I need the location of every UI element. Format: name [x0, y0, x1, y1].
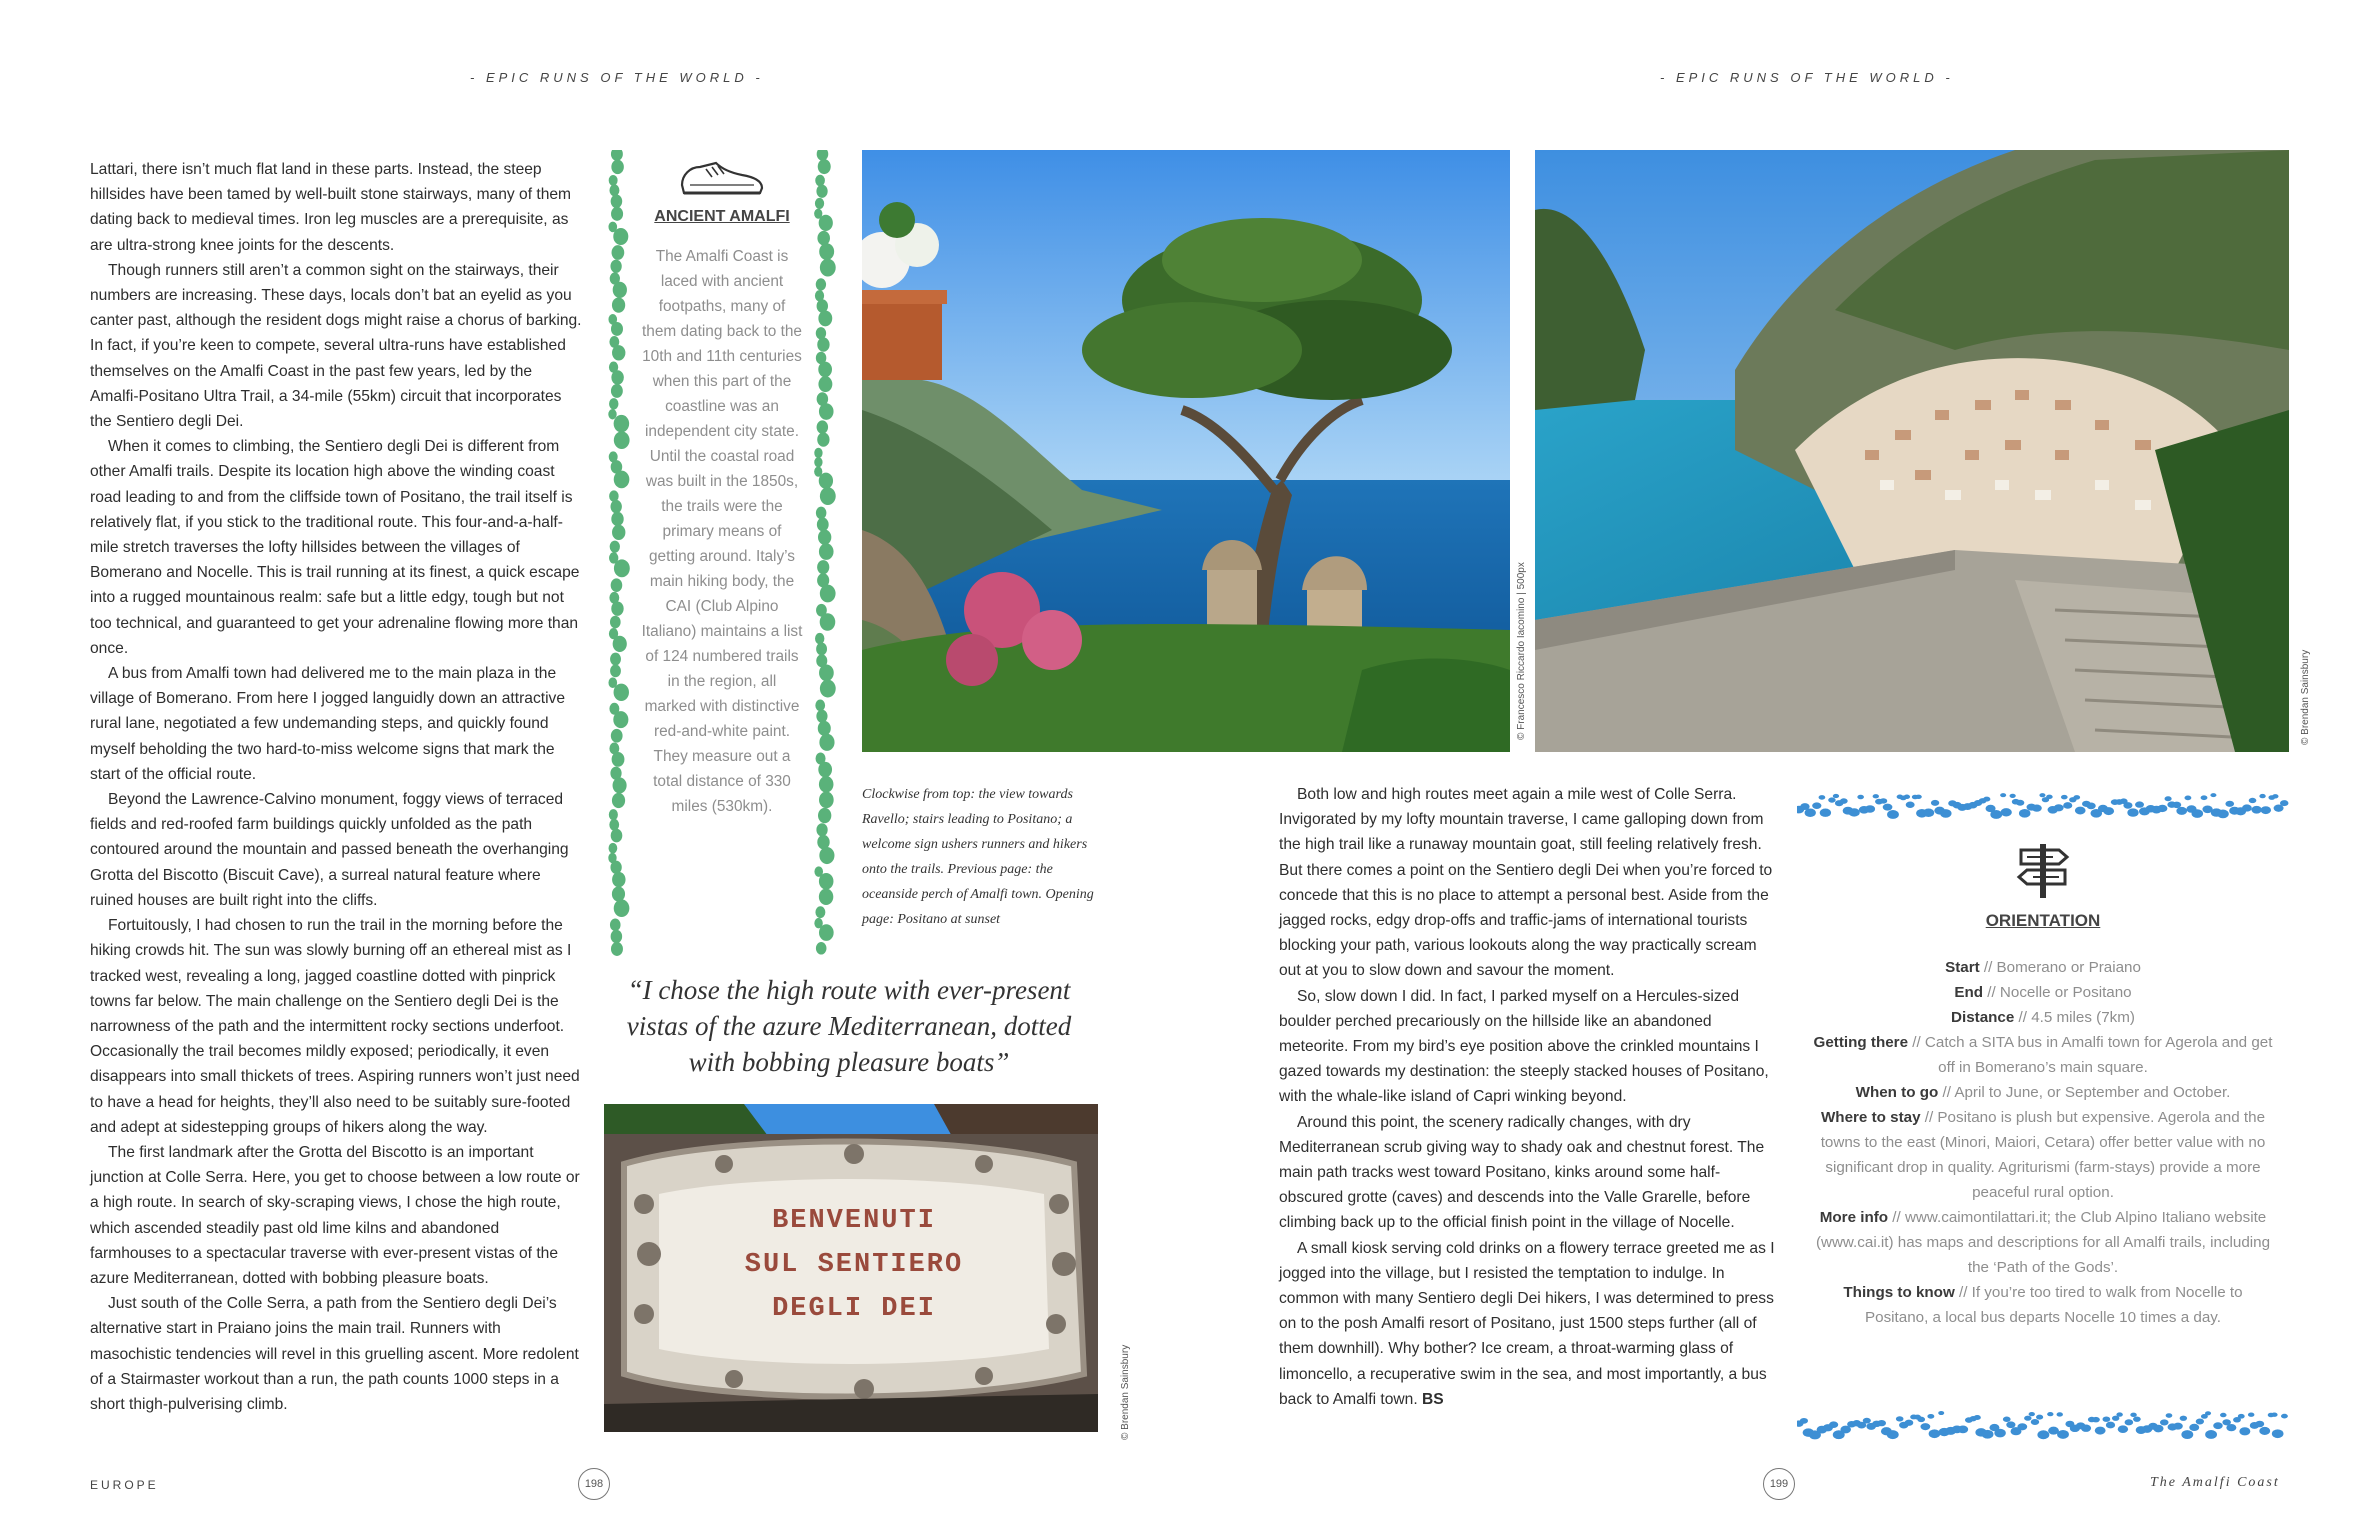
border-dot — [2242, 804, 2252, 811]
border-dot — [1994, 1429, 2005, 1438]
border-dot — [2047, 1412, 2053, 1416]
border-dot — [2057, 1412, 2063, 1416]
border-dot — [2166, 1413, 2173, 1418]
border-dot — [2063, 802, 2072, 809]
border-dot — [2024, 1416, 2031, 1421]
vine-leaf — [610, 653, 621, 666]
border-dot — [1877, 1420, 1886, 1426]
border-dot — [2201, 795, 2208, 800]
vine-leaf — [819, 473, 833, 489]
vine-leaf — [818, 376, 832, 392]
vine-leaf — [815, 633, 824, 644]
sign-line-1: BENVENUTI — [772, 1206, 936, 1236]
orientation-value: // Nocelle or Positano — [1983, 984, 2132, 1001]
dotted-border-top — [1797, 790, 2289, 820]
paragraph: When it comes to climbing, the Sentiero degli Dei is different from other Amalfi trails. Despite its location high above the winding coast road leading to and from the cliffside town of Positano, the trail itself is relatively flat, if you stick to the traditional route. This four-and-a-half-mile stretch traverses the lofty hillsides between the villages of Bomerano and Nocelle. This is trail running at its finest, a quick escape into a rugged mountainous realm: safe but a little edgy, tough but not too technical, and guaranteed to get your adrenaline flowing more than once. — [90, 438, 580, 657]
vine-leaf — [819, 847, 834, 864]
border-dot — [1915, 795, 1922, 799]
vine-leaf — [814, 457, 822, 467]
orientation-value: // Catch a SITA bus in Amalfi town for Agerola and get off in Bomerano’s main square. — [1908, 1034, 2273, 1076]
border-dot — [2172, 802, 2181, 808]
vine-leaf — [820, 585, 836, 603]
orientation-label: Where to stay — [1820, 1109, 1921, 1126]
vine-leaf — [610, 260, 621, 273]
border-dot — [2075, 807, 2086, 815]
vine-leaf — [815, 700, 825, 712]
border-dot — [2220, 1413, 2227, 1417]
border-dot — [2205, 1430, 2217, 1439]
orientation-box — [1810, 840, 2276, 1330]
border-dot — [1840, 798, 1848, 804]
orientation-item — [1810, 955, 2276, 980]
border-dot — [2019, 809, 2031, 818]
border-dot — [2272, 794, 2278, 798]
orientation-item — [1810, 1205, 2276, 1280]
running-head-right: - EPIC RUNS OF THE WORLD - — [1660, 70, 1954, 85]
paragraph: Fortuitously, I had chosen to run the trail in the morning before the hiking crowds hit. The sun was slowly burning off an ethereal mist as I tracked west, revealing a long, jagged coastline dotted with pinprick towns far below. The main challenge on the Sentiero degli Dei is the narrowness of the path and the intermittent rocky sections underfoot. Occasionally the trail becomes mildly exposed; periodically, it even disappears into small thickets of trees. Aspiring runners won’t just need to have a head for heights, they’ll also need to be suitably sure-footed and adept at sidestepping groups of hikers along the way. — [90, 917, 580, 1136]
border-dot — [2061, 795, 2068, 800]
vine-leaf — [815, 906, 825, 918]
vine-leaf — [613, 228, 628, 245]
page-number-right: 199 — [1763, 1468, 1795, 1500]
signpost-icon — [1810, 840, 2276, 905]
border-dot — [2239, 1427, 2250, 1435]
border-dot — [2106, 1422, 2115, 1429]
border-dot — [2116, 1412, 2122, 1416]
border-dot — [2001, 808, 2012, 816]
border-dot — [2180, 1416, 2187, 1421]
photo-ravello-view — [862, 150, 1510, 752]
border-dot — [1812, 802, 1821, 809]
orientation-list — [1810, 955, 2276, 1330]
border-dot — [2029, 1412, 2035, 1416]
border-dot — [2261, 806, 2272, 814]
paragraph: Around this point, the scenery radically changes, with dry Mediterranean scrub giving way to shady oak and chestnut forest. The main path tracks west toward Positano, kinks around some half-obscured grotte (caves) and descends into the Valle Grarelle, before climbing back up to the official finish point in the village of Nocelle. — [1279, 1113, 1765, 1232]
paragraph: Lattari, there isn’t much flat land in these parts. Instead, the steep hillsides have been tamed by well-built stone stairways, many of them dating back to medieval times. Iron leg muscles are a prerequisite, as are ultra-strong knee joints for the descents. — [90, 161, 572, 254]
border-dot — [2118, 1425, 2128, 1433]
vine-leaf — [614, 415, 630, 433]
orientation-label: Things to know — [1843, 1284, 1955, 1301]
border-dot — [2153, 1425, 2163, 1433]
vine-leaf — [817, 432, 829, 446]
vine-leaf — [614, 899, 630, 917]
vine-leaf — [611, 160, 623, 174]
border-dot — [2032, 804, 2042, 811]
border-dot — [1863, 1418, 1871, 1424]
vine-leaf — [817, 337, 829, 351]
border-dot — [2031, 1419, 2039, 1425]
orientation-value: // Bomerano or Praiano — [1979, 959, 2141, 976]
border-dot — [2213, 1422, 2222, 1429]
border-dot — [2210, 793, 2216, 797]
vine-leaf — [611, 942, 623, 956]
vine-leaf — [819, 215, 833, 231]
border-dot — [1849, 808, 1860, 816]
border-dot — [2173, 1423, 2183, 1430]
footer-chapter: The Amalfi Coast — [2150, 1475, 2280, 1490]
border-dot — [2217, 810, 2229, 819]
left-article-column — [90, 157, 584, 1417]
vine-leaf — [820, 680, 836, 698]
vine-leaf — [613, 711, 628, 728]
border-dot — [2176, 807, 2187, 815]
footer-section: EUROPE — [90, 1478, 159, 1492]
orientation-value: // Positano is plush but expensive. Agerola and the towns to the east (Minori, Maiori, Cetara) offer better value with no significant drop in quality. Agriturismi (farm-stays) provide a more peaceful rural option. — [1820, 1109, 2266, 1201]
orientation-item — [1810, 1030, 2276, 1080]
border-dot — [2057, 1430, 2069, 1439]
vine-leaf — [609, 184, 619, 196]
vine-leaf — [610, 541, 620, 553]
dotted-border-bottom — [1797, 1408, 2289, 1440]
vine-leaf — [818, 159, 831, 174]
vine-leaf — [814, 448, 822, 458]
border-dot — [2103, 1417, 2111, 1422]
vine-leaf — [819, 792, 834, 809]
border-dot — [2133, 1416, 2141, 1421]
border-dot — [2036, 1415, 2043, 1420]
photo-credit-ravello: © Francesco Riccardo Iacomino | 500px — [1516, 562, 1527, 740]
vine-border-left — [604, 150, 630, 960]
vine-leaf — [817, 560, 829, 574]
border-dot — [2272, 1429, 2284, 1438]
orientation-title: ORIENTATION — [1985, 911, 2101, 930]
paragraph: Though runners still aren’t a common sight on the stairways, their numbers are increasing. These days, locals don’t bat an eyelid as you canter past, although the resident dogs might raise a chorus of barking. In fact, if you’re keen to compete, several ultra-runs have established themselves on the Amalfi Coast in the past few years, led by the Amalfi-Positano Ultra Trail, a 34-mile (55km) circuit that incorporates the Sentiero degli Dei. — [90, 261, 582, 431]
border-dot — [2271, 1413, 2277, 1417]
border-dot — [2127, 808, 2138, 816]
border-dot — [2205, 1411, 2211, 1415]
vine-leaf — [614, 684, 629, 701]
border-dot — [2006, 1421, 2015, 1428]
border-dot — [1982, 1430, 1994, 1439]
vine-leaf — [611, 829, 623, 843]
border-dot — [2125, 1419, 2134, 1425]
vine-leaf — [816, 942, 827, 955]
paragraph: A bus from Amalfi town had delivered me to the main plaza in the village of Bomerano. From here I jogged languidly down an attractive rural lane, negotiated a few undemanding steps, and quickly found myself beholding the two hard-to-miss welcome signs that mark the start of the official route. — [90, 665, 566, 783]
border-dot — [2189, 1424, 2199, 1431]
border-dot — [1990, 810, 2002, 819]
right-article-column — [1279, 782, 1777, 1412]
vine-leaf — [611, 930, 623, 944]
border-dot — [1887, 1430, 1899, 1439]
border-dot — [1857, 795, 1864, 800]
vine-border-right — [810, 150, 836, 960]
vine-leaf — [816, 710, 827, 723]
vine-leaf — [614, 471, 630, 489]
border-dot — [1940, 809, 1952, 818]
vine-leaf — [819, 734, 834, 751]
border-dot — [1819, 795, 1826, 800]
vine-leaf — [611, 207, 623, 221]
orientation-item — [1810, 1005, 2276, 1030]
vine-leaf — [611, 384, 623, 398]
border-dot — [1958, 1426, 1968, 1434]
border-dot — [1800, 1418, 1808, 1424]
vine-leaf — [611, 729, 623, 743]
border-dot — [2092, 1417, 2100, 1423]
vine-leaf — [612, 245, 625, 260]
border-dot — [1879, 798, 1887, 803]
vine-leaf — [612, 886, 625, 901]
vine-leaf — [614, 431, 630, 449]
orientation-item — [1810, 980, 2276, 1005]
photo-caption: Clockwise from top: the view towards Ravello; stairs leading to Positano; a welcome sign ushers runners and hikers onto the trails. Previous page: the oceanside perch of Amalfi town. Opening page: Positano at sunset — [862, 787, 1094, 927]
border-dot — [1887, 810, 1899, 819]
sign-text — [659, 1199, 1049, 1331]
orientation-value: // April to June, or September and October. — [1938, 1084, 2231, 1101]
border-dot — [1883, 804, 1893, 811]
border-dot — [2165, 796, 2172, 801]
paragraph: So, slow down I did. In fact, I parked myself on a Hercules-sized boulder perched precariously on the hillside like an abandoned meteorite. From my bird’s eye position above the crinkled mountains I gazed towards my destination: the steeply stacked houses of Positano, with the whale-like island of Capri winking beyond. — [1279, 987, 1769, 1106]
vine-leaf — [816, 278, 826, 290]
vine-leaf — [611, 500, 622, 513]
border-dot — [2259, 1427, 2270, 1435]
border-dot — [2248, 1413, 2254, 1417]
orientation-value: // www.caimontilattari.it; the Club Alpino Italiano website (www.cai.it) has maps and descriptions for all Amalfi trails, including the ‘Path of the Gods’. — [1815, 1209, 2271, 1276]
vine-leaf — [815, 175, 825, 187]
vine-leaf — [612, 872, 625, 887]
vine-leaf — [818, 721, 831, 736]
vine-leaf — [613, 282, 627, 298]
border-dot — [2281, 1414, 2288, 1419]
vine-leaf — [817, 518, 829, 532]
vine-leaf — [819, 243, 834, 260]
border-dot — [2135, 801, 2144, 807]
running-head-left: - EPIC RUNS OF THE WORLD - — [470, 70, 764, 85]
sidebar-ancient-amalfi — [640, 155, 804, 819]
vine-leaf — [609, 398, 618, 409]
border-dot — [2259, 794, 2265, 798]
border-dot — [2249, 798, 2257, 803]
border-dot — [1938, 1411, 1944, 1415]
border-dot — [2046, 795, 2053, 799]
vine-leaf — [609, 175, 618, 186]
border-dot — [1927, 1414, 1934, 1419]
vine-leaf — [611, 512, 623, 526]
border-dot — [2103, 807, 2114, 815]
border-dot — [2130, 1413, 2136, 1417]
vine-leaf — [610, 664, 621, 677]
orientation-label: When to go — [1855, 1084, 1939, 1101]
vine-leaf — [612, 345, 625, 360]
orientation-item — [1810, 1280, 2276, 1330]
orientation-value: // If you’re too tired to walk from Nocelle to Positano, a local bus departs Nocelle 10 times a day. — [1865, 1284, 2243, 1326]
border-dot — [2192, 809, 2204, 818]
border-dot — [1905, 1420, 1914, 1426]
border-dot — [2054, 804, 2064, 811]
paragraph: Just south of the Colle Serra, a path from the Sentiero degli Dei’s alternative start in Praiano joins the main trail. Runners with masochistic tendencies will revel in this gruelling ascent. More redolent of a Stairmaster workout than a run, the path counts 1000 steps in a short thigh-pulverising climb. — [90, 1295, 579, 1413]
vine-leaf — [612, 793, 625, 808]
sign-line-3: DEGLI DEI — [772, 1294, 936, 1324]
border-dot — [2251, 806, 2261, 814]
border-dot — [1865, 805, 1875, 812]
orientation-item — [1810, 1105, 2276, 1205]
running-shoe-icon — [640, 155, 804, 204]
border-dot — [2157, 805, 2167, 812]
pull-quote: “I chose the high route with ever-present vistas of the azure Mediterranean, dotted with bobbing pleasure boats” — [626, 975, 1072, 1077]
photo-credit-positano: © Brendan Sainsbury — [2300, 649, 2311, 745]
vine-leaf — [611, 150, 623, 161]
vine-leaf — [819, 543, 834, 560]
border-dot — [2073, 795, 2080, 800]
border-dot — [1829, 1421, 1838, 1428]
vine-leaf — [610, 861, 621, 874]
paragraph: The first landmark after the Grotta del Biscotto is an important junction at Colle Serra. Here, you get to choose between a low route or a high route. In search of sky-scraping views, I chose the high route, which ascended steadily past old lime kilns and abandoned farmhouses to a spectacular traverse with ever-present vistas of the azure Mediterranean, dotted with bobbing pleasure boats. — [90, 1143, 580, 1287]
vine-leaf — [819, 776, 834, 793]
border-dot — [1904, 795, 1911, 799]
photo-credit-sign: © Brendan Sainsbury — [1120, 1344, 1131, 1440]
border-dot — [2017, 1423, 2027, 1430]
vine-leaf — [609, 843, 618, 854]
vine-leaf — [818, 530, 831, 545]
border-dot — [1974, 1415, 1981, 1420]
border-dot — [2095, 1427, 2106, 1435]
border-dot — [2226, 1424, 2236, 1431]
border-dot — [1805, 809, 1816, 817]
vine-leaf — [611, 601, 623, 615]
paragraph-text: A small kiosk serving cold drinks on a flowery terrace greeted me as I jogged into the village, but I resisted the temptation to indulge. In common with many Sentiero degli Dei hikers, I was determined to press on to the posh Amalfi resort of Positano, just 1500 steps further (all of them downhill). Why bother? Ice cream, a throat-warming glass of limoncello, a recuperative swim in the sea, and most importantly, a bus back to Amalfi town. — [1279, 1239, 1775, 1408]
border-dot — [2238, 1414, 2245, 1419]
border-dot — [2280, 800, 2288, 806]
border-dot — [1906, 802, 1915, 808]
vine-leaf — [819, 889, 833, 905]
vine-leaf — [820, 259, 836, 277]
border-dot — [2255, 1421, 2264, 1427]
border-dot — [1931, 800, 1939, 806]
vine-leaf — [818, 362, 832, 378]
vine-leaf — [614, 559, 630, 577]
vine-leaf — [609, 809, 618, 820]
vine-leaf — [609, 819, 619, 831]
author-byline: BS — [1422, 1390, 1444, 1408]
orientation-label: Getting there — [1813, 1034, 1909, 1051]
border-dot — [1896, 1416, 1904, 1421]
vine-leaf — [817, 420, 828, 433]
vine-leaf — [817, 150, 829, 161]
vine-leaf — [816, 185, 827, 198]
border-dot — [1923, 809, 1934, 817]
photo-positano-stairs — [1535, 150, 2289, 752]
vine-leaf — [608, 409, 616, 419]
border-dot — [2000, 793, 2006, 797]
border-dot — [2086, 803, 2095, 810]
vine-leaf — [818, 808, 831, 823]
border-dot — [1820, 809, 1831, 817]
border-dot — [1929, 1429, 1941, 1438]
vine-leaf — [816, 823, 827, 836]
vine-leaf — [613, 777, 627, 793]
border-dot — [1917, 1417, 1925, 1422]
photo-welcome-sign — [604, 1104, 1098, 1432]
vine-leaf — [819, 403, 834, 420]
border-dot — [2037, 1430, 2049, 1439]
vine-leaf — [611, 578, 623, 592]
vine-leaf — [820, 487, 836, 505]
vine-leaf — [817, 231, 830, 246]
vine-leaf — [611, 195, 623, 209]
border-dot — [2160, 1419, 2169, 1425]
vine-leaf — [818, 310, 832, 326]
sidebar-title: ANCIENT AMALFI — [654, 208, 790, 225]
vine-leaf — [612, 525, 625, 540]
vine-leaf — [612, 297, 625, 312]
vine-leaf — [815, 198, 824, 209]
vine-leaf — [611, 322, 623, 336]
border-dot — [2039, 793, 2045, 797]
vine-leaf — [819, 664, 834, 681]
sidebar-text: The Amalfi Coast is laced with ancient footpaths, many of them dating back to the 10th and 11th centuries when this part of the coastline was an independent city state. Until the coastal road was built in the 1850s, the trails were the primary means of getting around. Italy’s main hiking body, the CAI (Club Alpino Italiano) maintains a list of 124 numbered trails in the region, all marked with distinctive red-and-white paint. They measure out a total distance of 330 miles (530km). — [641, 248, 803, 815]
border-dot — [2184, 796, 2191, 801]
vine-leaf — [610, 616, 621, 629]
border-dot — [2181, 1430, 2193, 1439]
sign-line-2: SUL SENTIERO — [744, 1250, 964, 1280]
orientation-label: Distance — [1951, 1009, 2015, 1026]
border-dot — [2010, 794, 2016, 798]
vine-leaf — [816, 643, 827, 656]
paragraph: Both low and high routes meet again a mile west of Colle Serra. Invigorated by my lofty mountain traverse, I came galloping down from the high trail like a runaway mountain goat, still feeling relatively fresh. But there comes a point on the Sentiero degli Dei when you’re forced to concede that this is no place to attempt a personal best. Aside from the jagged rocks, edgy drop-offs and traffic-jams of international tourists blocking your path, various lookouts along the way practically scream out at you to slow down and savour the moment. — [1279, 786, 1773, 980]
orientation-label: End — [1954, 984, 1984, 1001]
page-number-left: 198 — [578, 1468, 610, 1500]
vine-leaf — [611, 370, 623, 384]
vine-leaf — [612, 752, 625, 767]
border-dot — [2081, 1424, 2091, 1431]
vine-leaf — [818, 762, 832, 778]
border-dot — [1983, 797, 1990, 802]
border-dot — [1828, 797, 1836, 802]
border-dot — [1833, 794, 1839, 798]
orientation-label: More info — [1819, 1209, 1889, 1226]
border-dot — [1921, 1423, 1931, 1430]
orientation-value: // 4.5 miles (7km) — [2014, 1009, 2135, 1026]
border-dot — [2123, 802, 2132, 809]
vine-leaf — [819, 873, 834, 890]
border-dot — [2016, 800, 2024, 806]
paragraph: Beyond the Lawrence-Calvino monument, foggy views of terraced fields and red-roofed farm buildings quickly unfolded as the path contoured around the mountain and passed beneath the overhanging Grotta del Biscotto (Biscuit Cave), a surreal natural feature where ruined houses are built right into the cliffs. — [90, 791, 569, 909]
orientation-item — [1810, 1080, 2276, 1105]
border-dot — [2196, 1419, 2204, 1425]
vine-leaf — [820, 613, 836, 631]
vine-leaf — [613, 636, 627, 652]
border-dot — [1873, 794, 1879, 798]
paragraph — [1279, 1236, 1777, 1412]
vine-leaf — [816, 507, 827, 520]
orientation-label: Start — [1945, 959, 1980, 976]
vine-leaf — [610, 919, 621, 932]
border-dot — [2225, 801, 2234, 807]
border-dot — [2003, 1417, 2011, 1422]
vine-leaf — [819, 924, 834, 941]
